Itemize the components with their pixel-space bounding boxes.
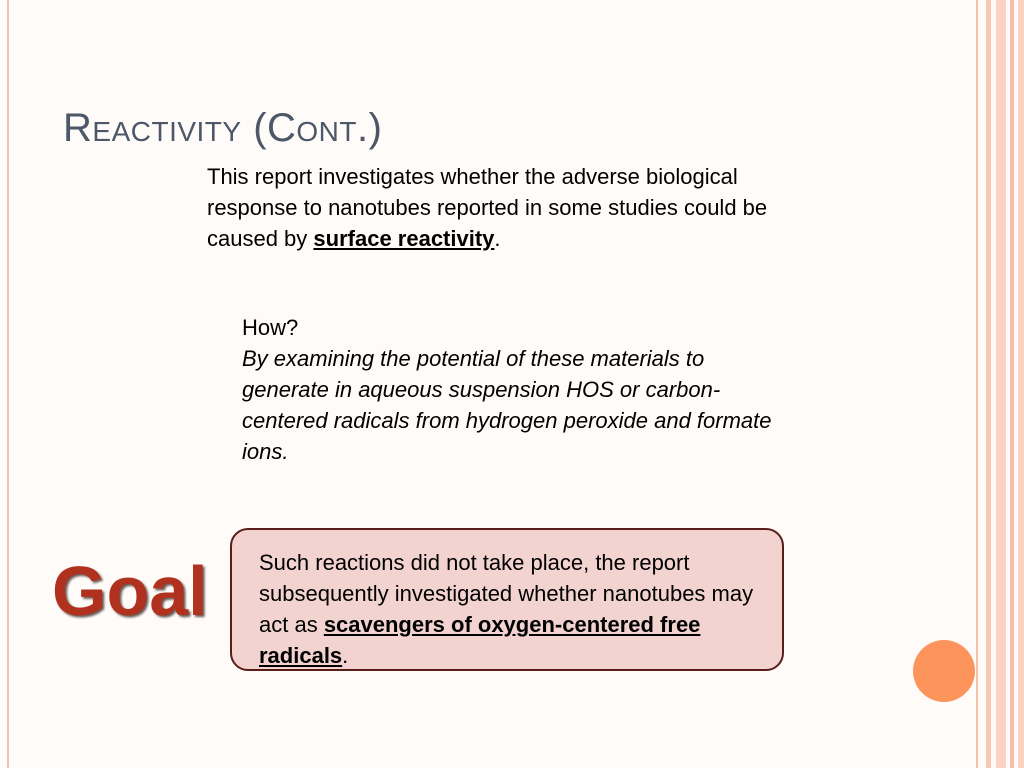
right-decorative-stripes	[976, 0, 1024, 768]
how-question: How?	[242, 315, 299, 340]
slide-title: Reactivity (Cont.)	[63, 106, 383, 150]
intro-text: This report investigates whether the adverse biological response to nanotubes reported in some studies could be caused by	[207, 164, 768, 251]
intro-emphasis: surface reactivity	[313, 226, 495, 251]
intro-text-end: .	[494, 226, 501, 251]
goal-callout-box	[230, 528, 784, 671]
goal-label: Goal	[52, 552, 208, 630]
callout-text-end: .	[342, 643, 349, 668]
intro-paragraph	[207, 161, 797, 254]
callout-text: Such reactions did not take place, the report subsequently investigated whether nanotubes may act as	[259, 550, 754, 637]
how-answer: By examining the potential of these materials to generate in aqueous suspension HOS or carbon-centered radicals from hydrogen peroxide and formate ions.	[242, 346, 772, 464]
callout-emphasis: scavengers of oxygen-centered free radicals	[259, 612, 701, 668]
orange-circle-decoration	[913, 640, 975, 702]
how-block	[242, 312, 782, 467]
left-decorative-rule	[7, 0, 9, 768]
